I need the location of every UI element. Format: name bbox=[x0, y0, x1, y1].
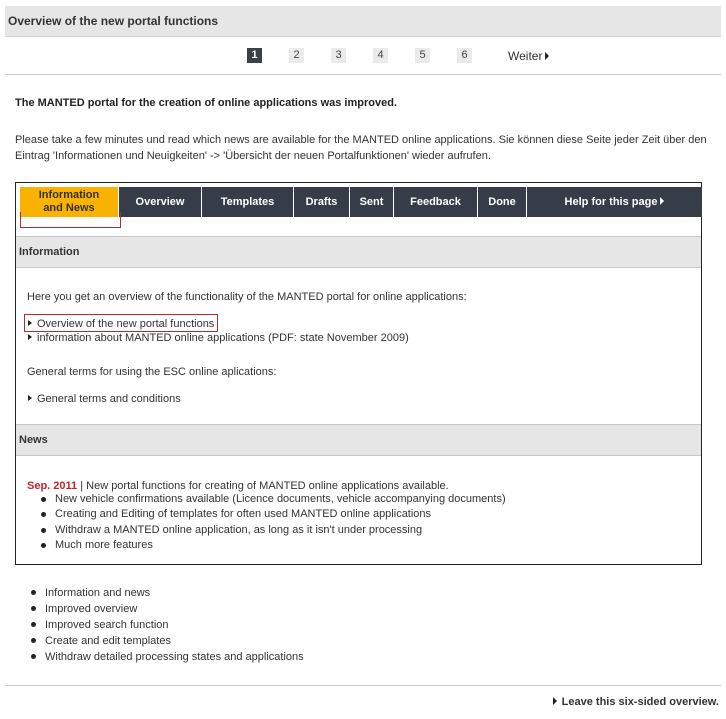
list-item: New vehicle confirmations available (Licence documents, vehicle accompanying documents) bbox=[41, 492, 506, 507]
tab-overview[interactable]: Overview bbox=[118, 187, 201, 217]
chevron-right-icon bbox=[28, 395, 32, 401]
divider bbox=[5, 685, 721, 686]
tab-feedback[interactable]: Feedback bbox=[393, 187, 477, 217]
page-1-button[interactable]: 1 bbox=[247, 48, 262, 63]
next-page-link[interactable] bbox=[508, 49, 549, 63]
chevron-right-icon bbox=[28, 320, 32, 326]
news-date: Sep. 2011 bbox=[27, 480, 78, 492]
page-3-button[interactable]: 3 bbox=[331, 48, 346, 63]
portal-screenshot-frame bbox=[15, 182, 702, 565]
list-item: Creating and Editing of templates for often used MANTED online applications bbox=[41, 507, 506, 522]
chevron-right-icon bbox=[28, 334, 32, 340]
information-intro: Here you get an overview of the functionality of the MANTED portal for online applications: bbox=[27, 291, 467, 303]
list-item: Improved overview bbox=[31, 601, 304, 617]
intro-text bbox=[15, 132, 715, 164]
main-heading: The MANTED portal for the creation of online applications was improved. bbox=[15, 97, 397, 109]
news-section-header: News bbox=[16, 424, 701, 456]
page-2-button[interactable]: 2 bbox=[289, 48, 304, 63]
list-item: Improved search function bbox=[31, 617, 304, 633]
list-item: Withdraw detailed processing states and applications bbox=[31, 649, 304, 665]
tab-drafts[interactable]: Drafts bbox=[293, 187, 349, 217]
page-6-button[interactable]: 6 bbox=[457, 48, 472, 63]
news-list bbox=[41, 492, 506, 553]
active-tab-highlight bbox=[20, 212, 121, 228]
overview-portal-functions-link[interactable] bbox=[28, 318, 214, 330]
chevron-right-icon bbox=[545, 52, 549, 60]
information-section-header: Information bbox=[16, 236, 701, 268]
list-item: Create and edit templates bbox=[31, 633, 304, 649]
page-title: Overview of the new portal functions bbox=[8, 14, 219, 28]
link-label: Overview of the new portal functions bbox=[37, 318, 215, 330]
divider bbox=[5, 74, 721, 75]
list-item: Information and news bbox=[31, 585, 304, 601]
pagination bbox=[0, 47, 726, 65]
link-label: information about MANTED online applications (PDF: state November 2009) bbox=[37, 332, 409, 344]
summary-list bbox=[31, 585, 304, 665]
page-4-button[interactable]: 4 bbox=[373, 48, 388, 63]
tab-help-label: Help for this page bbox=[564, 196, 658, 208]
leave-label: Leave this six-sided overview. bbox=[561, 696, 719, 708]
manted-info-pdf-link[interactable] bbox=[28, 332, 409, 344]
terms-intro: General terms for using the ESC online aplications: bbox=[27, 366, 277, 378]
page-5-button[interactable]: 5 bbox=[415, 48, 430, 63]
intro-line-2: Eintrag 'Informationen und Neuigkeiten' -> 'Übersicht der neuen Portalfunktionen' wieder aufrufen. bbox=[15, 150, 491, 162]
intro-line-1: Please take a few minutes und read which news are available for the MANTED online applications. Sie können diese Seite jeder Zeit über den bbox=[15, 134, 707, 146]
list-item: Withdraw a MANTED online application, as long as it isn't under processing bbox=[41, 523, 506, 538]
page-title-bar bbox=[5, 6, 721, 37]
tab-done[interactable]: Done bbox=[477, 187, 526, 217]
tab-templates[interactable]: Templates bbox=[201, 187, 293, 217]
link-label: General terms and conditions bbox=[37, 393, 181, 405]
tab-bar bbox=[20, 187, 700, 217]
chevron-right-icon bbox=[553, 697, 557, 705]
news-entry bbox=[27, 480, 449, 492]
general-terms-link[interactable] bbox=[28, 393, 181, 405]
next-page-label: Weiter bbox=[508, 49, 543, 63]
news-text: | New portal functions for creating of MANTED online applications available. bbox=[77, 480, 449, 492]
leave-overview-link[interactable] bbox=[553, 696, 719, 708]
list-item: Much more features bbox=[41, 538, 506, 553]
tab-help[interactable] bbox=[526, 187, 702, 217]
tab-sent[interactable]: Sent bbox=[349, 187, 393, 217]
tab-info-line-2: and News bbox=[43, 202, 95, 214]
tab-info-line-1: Information bbox=[38, 189, 100, 201]
chevron-right-icon bbox=[660, 197, 664, 205]
